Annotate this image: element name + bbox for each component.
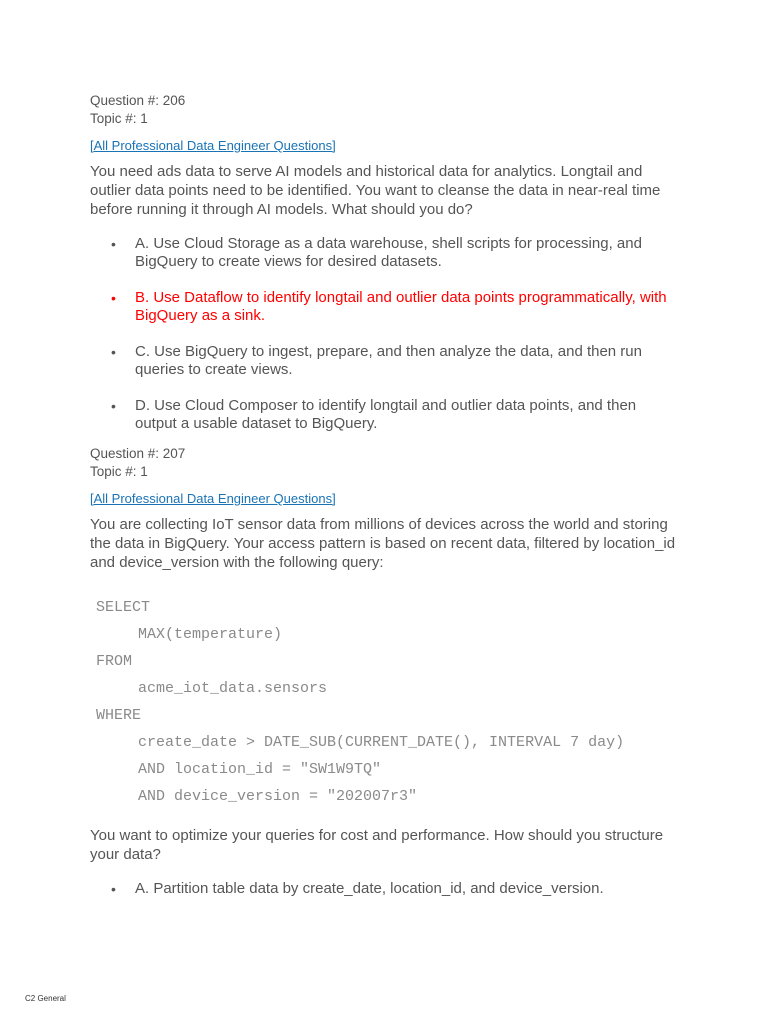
topic-number: Topic #: 1 <box>90 111 148 126</box>
code-line: FROM <box>96 653 133 670</box>
bullet-icon: • <box>111 398 116 414</box>
topic-number: Topic #: 1 <box>90 464 148 479</box>
bullet-icon: • <box>111 236 116 252</box>
answer-options <box>90 235 680 433</box>
footer-classification-label: C2 General <box>25 994 66 1003</box>
answer-option-b-correct <box>90 289 680 325</box>
code-line: AND location_id = "SW1W9TQ" <box>138 761 382 778</box>
answer-option-text: C. Use BigQuery to ingest, prepare, and then analyze the data, and then run queries to create views. <box>135 343 642 378</box>
document-page <box>90 92 680 916</box>
bullet-icon: • <box>111 290 116 306</box>
bullet-icon: • <box>111 344 116 360</box>
answer-option-text: B. Use Dataflow to identify longtail and outlier data points programmatically, with BigQuery as a sink. <box>135 289 667 324</box>
answer-option-c <box>90 343 680 379</box>
question-text-followup: You want to optimize your queries for cost and performance. How should you structure your data? <box>90 827 664 863</box>
answer-option-text: D. Use Cloud Composer to identify longtail and outlier data points, and then output a usable dataset to BigQuery. <box>135 397 637 432</box>
sql-code-block <box>96 594 680 810</box>
answer-option-text: A. Partition table data by create_date, location_id, and device_version. <box>135 880 604 897</box>
question-text: You need ads data to serve AI models and historical data for analytics. Longtail and outlier data points need to be identified. You want to cleanse the data in near-real time before running it through AI models. What should you do? <box>90 163 661 218</box>
answer-option-a <box>90 880 680 898</box>
answer-option-text: A. Use Cloud Storage as a data warehouse, shell scripts for processing, and BigQuery to create views for desired datasets. <box>135 235 642 270</box>
answer-option-a <box>90 235 680 271</box>
question-number: Question #: 207 <box>90 446 186 461</box>
question-206-block <box>90 92 680 433</box>
code-line: SELECT <box>96 599 151 616</box>
answer-option-d <box>90 397 680 433</box>
code-line: acme_iot_data.sensors <box>138 680 328 697</box>
question-number: Question #: 206 <box>90 93 186 108</box>
answer-options <box>90 880 680 898</box>
all-questions-link[interactable]: [All Professional Data Engineer Questions] <box>90 491 336 506</box>
question-text: You are collecting IoT sensor data from millions of devices across the world and storing the data in BigQuery. Your access pattern is based on recent data, filtered by location_id and device_version with the following query: <box>90 516 676 571</box>
code-line: WHERE <box>96 707 142 724</box>
all-questions-link[interactable]: [All Professional Data Engineer Questions] <box>90 138 336 153</box>
code-line: MAX(temperature) <box>138 626 283 643</box>
question-207-block <box>90 445 680 898</box>
bullet-icon: • <box>111 881 116 897</box>
code-line: AND device_version = "202007r3" <box>138 788 418 805</box>
code-line: create_date > DATE_SUB(CURRENT_DATE(), INTERVAL 7 day) <box>138 734 625 751</box>
